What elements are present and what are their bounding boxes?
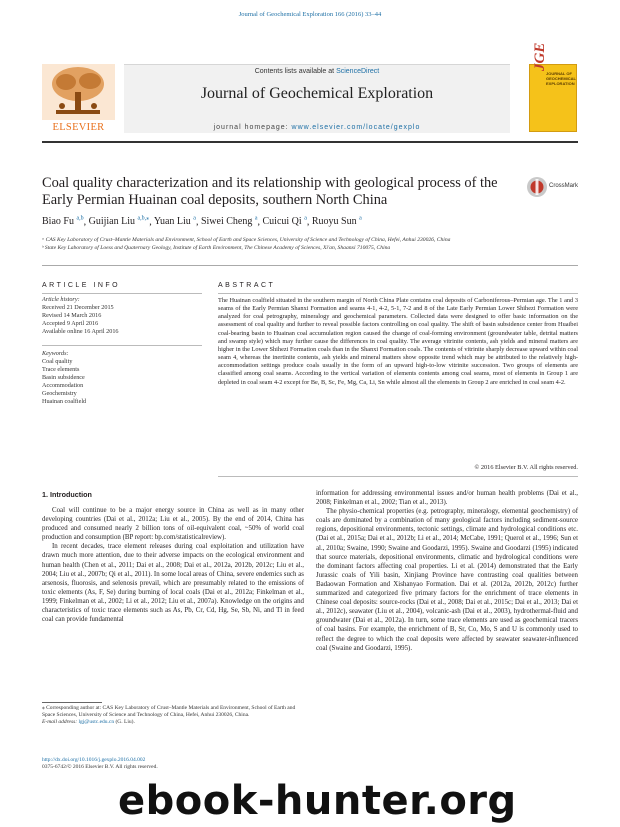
journal-title: Journal of Geochemical Exploration [200,85,434,102]
history-revised: Revised 14 March 2016 [42,312,102,319]
journal-masthead [42,42,578,140]
history-received: Received 21 December 2015 [42,304,114,311]
abstract-copyright: © 2016 Elsevier B.V. All rights reserved. [474,464,578,471]
abstract-rule [218,293,578,294]
author[interactable]: Biao Fu $^{a,b}$ [42,216,84,228]
abstract-bottom-rule [218,476,578,477]
email-label: E-mail address: [42,719,79,725]
issn-line: 0375-6742/© 2016 Elsevier B.V. All rights reserved. [42,764,158,770]
affiliation-a: ᵃ CAS Key Laboratory of Crust–Mantle Materials and Environment, School of Earth and Space Sciences, University of Science and Technology of China, Hefei, Anhui 230026, China [42,237,451,243]
homepage-prefix: journal homepage: [213,124,292,131]
author-list: Biao Fu $^{a,b}$, Guijian Liu $^{a,b,⁎}$, Yuan Liu $^a$, Siwei Cheng $^a$, Cuicui Qi $^a$, Ruoyu Sun $^a$ [42,216,362,228]
elsevier-tree-icon [42,64,115,120]
contents-line [124,68,510,75]
email-link[interactable]: lgj@ustc.edu.cn [78,719,115,725]
footnote-rule [42,702,102,703]
sciencedirect-link[interactable]: ScienceDirect [336,68,380,75]
body-paragraph: The physio-chemical properties (e.g. petrography, mineralogy, elemental geochemistry) of coals are dominated by a combination of many geological factors including sediment-source regions, depositional environments, tectonic settings, climate and hydrological conditions etc. (Dai et al., 2015a; Dai et al., 2012b; Li et al., 2014; McCabe, 1991; Querol et al., 1996; Sun et al., 2010a; Swaine, 1990; Swaine and Goodarzi, 1995). Swaine and Goodarzi (1995) indicated that source materials, depositional environments, climatic and hydrological conditions were the dominant factors affecting coal properties. Li et al. (2014) demonstrated that the Early Jurassic coals of Yili basin, Xinjiang Province have contrasting coal qualities between Badaowan Formation and Xishanyao Formation. Dai et al. (2012a, 2012b, 2012c) further summarized and categorized five primary factors for the enrichment of trace elements in Chinese coal deposits: source-rocks (Dai et al., 2008; Dai et al., 2015c; Dai et al., 2013; Dai et al., 2012c), seawater (Liu et al., 2004), volcanic-ash (Dai et al., 2003), hydrothermal-fluid and groundwater (Dai et al., 2012a). In turn, some trace elements are used as geochemical tracers of coal basins. For example, the enrichment of B, Sr, Co, Mo, S and U is commonly used to reflect the degree to which the coal deposits were affected by seawater seawater-influenced coal (Swaine and Goodarzi, 1995). [316,508,578,652]
journal-cover-thumbnail[interactable] [529,42,577,132]
footnote-text: ⁎ Corresponding author at: CAS Key Laboratory of Crust–Mantle Materials and Environment, School of Earth and Space Sciences, University of Science and Technology of China, Hefei, Anhui 230026, China. [42,705,296,718]
article-history [42,296,202,336]
cover-letters: JGE [532,42,548,71]
body-paragraph: information for addressing environmental issues and/or human health problems (Dai et al., 2008; Finkelman et al., 2002; Tian et al., 2013). [316,490,578,507]
corresponding-author-footnote [42,705,304,726]
author[interactable]: Siwei Cheng $^a$ [200,216,258,228]
author[interactable]: Ruoyu Sun $^a$ [311,216,362,228]
body-paragraph: Coal will continue to be a major energy source in China as well as in many other developing countries (Dai et al., 2012a; Liu et al., 2005). By the end of 2014, China has produced and consumed nearly 2 billion tons of oil-equivalent coal, ~50% of world coal production and consumption (BP report: bp.com/statisticalreview). [42,507,304,542]
keyword: Huainan coalfield [42,398,87,405]
article-title: Coal quality characterization and its relationship with geological process of the Early Permian Huainan coal deposits, southern North China [42,175,498,208]
keyword: Geochemistry [42,390,77,397]
body-paragraph: In recent decades, trace element releases during coal exploitation and utilization have drawn much more attention, due to their adverse impacts on the ecological environment and human health (Chen et al., 2011; Dai et al., 2008; Dai et al., 2012a, 2012b, 2012c; Liu et al., 2004; Liu et al., 2007b; Qi et al., 2011). In some local areas of China, severe endemics such as arsenosis, fluorosis, and selenosis prevail, which are presumably related to the emissions of toxic elements (As, F, Se) during burning of local coals (Dai et al., 2012a; Finkelman et al., 1999; Finkelman et al., 2002; Li et al., 2012; Liu et al., 2007a). Knowledge on the origins and characteristics of toxic trace elements such as As, Pb, Cr, Cd, Hg, Se, Sb, Ni, and Tl in feed coal can provide fundamental [42,543,304,624]
journal-reference[interactable]: Journal of Geochemical Exploration 166 (2016) 33–44 [238,11,382,18]
history-online: Available online 16 April 2016 [42,328,119,335]
author[interactable]: Guijian Liu $^{a,b,⁎}$ [88,216,150,228]
footnote-email-line [42,719,304,726]
crossmark-label: CrossMark [549,183,579,189]
keyword: Coal quality [42,358,73,365]
doi-block [42,757,304,771]
crossmark-icon [526,176,548,198]
watermark-text: ebook-hunter.org [118,778,517,824]
article-info-rule [42,293,202,294]
body-right-column [316,489,578,653]
abstract-heading: ABSTRACT [218,282,276,289]
publisher-name: ELSEVIER [52,122,105,133]
elsevier-logo[interactable] [42,64,115,138]
article-info-heading: ARTICLE INFO [42,282,121,289]
author[interactable]: Yuan Liu $^a$ [153,216,196,228]
cover-title: JOURNAL OF GEOCHEMICAL EXPLORATION [546,71,576,86]
keyword: Accommodation [42,382,84,389]
homepage-link[interactable]: www.elsevier.com/locate/gexplo [291,124,421,131]
keyword: Trace elements [42,366,80,373]
body-left-column [42,506,304,624]
history-accepted: Accepted 9 April 2016 [42,320,99,327]
abstract-text: The Huainan coalfield situated in the southern margin of North China Plate contains coal deposits of Carboniferous–Permian age. The 1 and 3 seams of the Early Permian Shanxi Formation and seams 4-1, 4-2, 5-1, 7-2 and 8 of the Late Early Permian Lower Shihezi Formation were analyzed for coal petrography, mineralogy and geochemical parameters. Collected data were designed to offer basic information on the assessment of coal quality and further to reveal possible factors controlling on coal quality. The shift of basin subsidence center from Huaibei coal-bearing basin to Huainan coal accumulation region caused the change of coal-forming environment (groundwater table, detrital matters and swamp style) which may further cause the differences in coal quality. The average vitrinite contents, ash yields and mineral matters are higher in the Lower Shihezi Formation coals than in the Shanxi Formation coals. The contents of vitrinite sharply decrease upward within coal seam 4, whereas the inertinite contents, ash yields and mineral matters show opposite trend which may be attributed to the relatively high-accommodation settings produce coals usually in the form of an upward high-to-low vitrinite succession. Two groups of elements are classified among coal seams. According to the vertical variation of elements contents among coal seams, most of elements in Group 1 are depleted in coal seam 4-2 except for Be, B, Sc, Fe, Mg, Ca, Li, Sn while almost all the elements in Group 2 are enriched in coal seam 4-2. [218,297,578,386]
header-rule [42,265,578,266]
keywords-block [42,350,202,406]
author[interactable]: Cuicui Qi $^a$ [262,216,307,228]
homepage-line [124,124,510,131]
masthead-rule [42,141,578,143]
contents-prefix: Contents lists available at [254,68,337,75]
keywords-label: Keywords: [42,350,69,357]
history-label: Article history: [42,296,80,303]
doi-link[interactable]: http://dx.doi.org/10.1016/j.gexplo.2016.04.002 [42,757,146,763]
keyword: Basin subsidence [42,374,85,381]
affiliation-b: ᵇ State Key Laboratory of Loess and Quaternary Geology, Institute of Earth Environment, The Chinese Academy of Sciences, Xi'an, Shaanxi 710075, China [42,245,391,251]
crossmark-badge[interactable] [526,176,578,200]
email-suffix: (G. Liu). [114,719,135,725]
keywords-rule [42,345,202,346]
section-heading-introduction: 1. Introduction [42,490,92,499]
journal-banner [124,64,510,133]
